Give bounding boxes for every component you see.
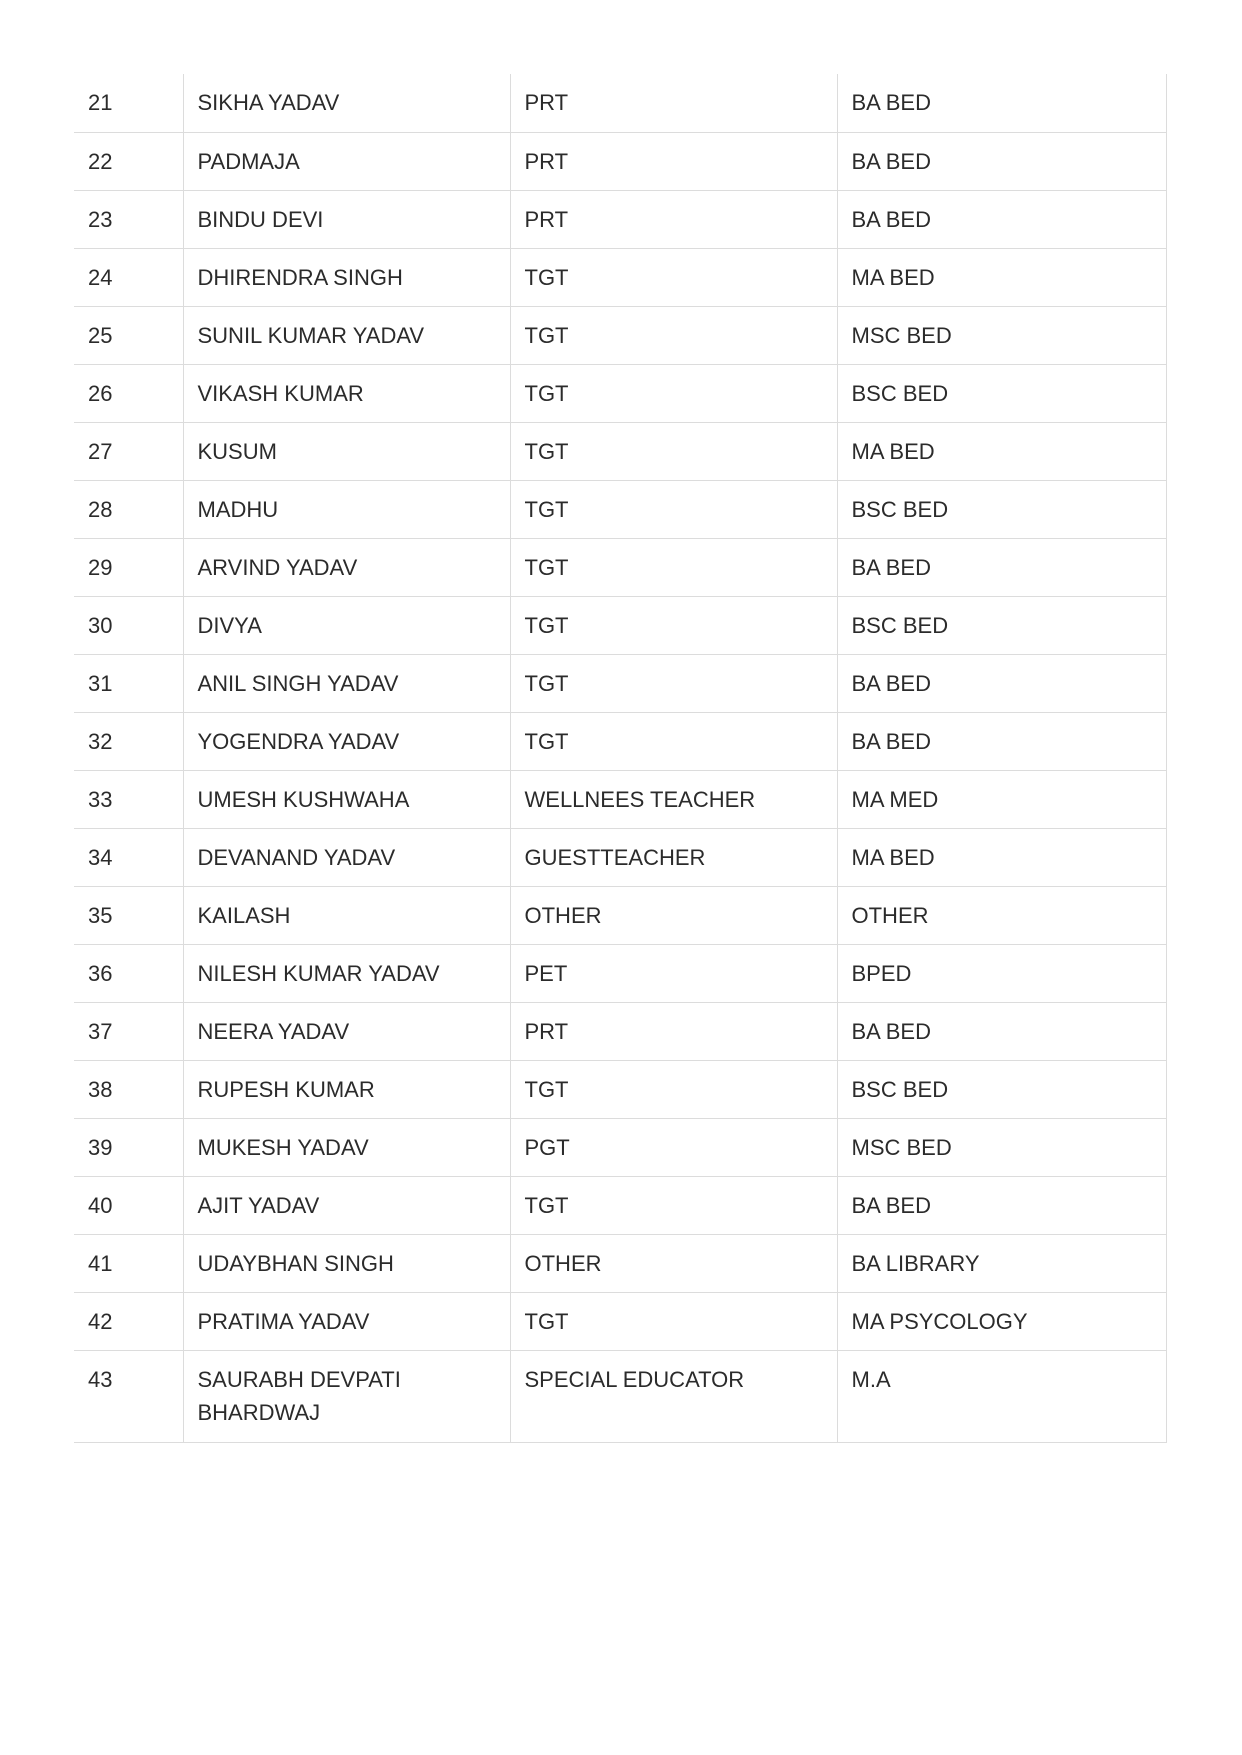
name-cell: KAILASH: [183, 886, 510, 944]
name-cell: DEVANAND YADAV: [183, 828, 510, 886]
name-cell: DHIRENDRA SINGH: [183, 248, 510, 306]
post-cell: OTHER: [510, 886, 837, 944]
post-cell: TGT: [510, 422, 837, 480]
qualification-cell: MSC BED: [837, 1118, 1166, 1176]
qualification-cell: BA BED: [837, 190, 1166, 248]
serial-number-cell: 27: [74, 422, 183, 480]
table-row: [74, 364, 1166, 422]
name-cell: KUSUM: [183, 422, 510, 480]
post-cell: TGT: [510, 306, 837, 364]
name-cell: PRATIMA YADAV: [183, 1292, 510, 1350]
qualification-cell: BA BED: [837, 1176, 1166, 1234]
table-row: [74, 654, 1166, 712]
name-cell: SIKHA YADAV: [183, 74, 510, 132]
post-cell: TGT: [510, 596, 837, 654]
name-cell: MUKESH YADAV: [183, 1118, 510, 1176]
table-row: [74, 712, 1166, 770]
qualification-cell: BA BED: [837, 538, 1166, 596]
name-cell: AJIT YADAV: [183, 1176, 510, 1234]
serial-number-cell: 22: [74, 132, 183, 190]
serial-number-cell: 43: [74, 1350, 183, 1442]
table-row: [74, 1292, 1166, 1350]
qualification-cell: BA BED: [837, 654, 1166, 712]
post-cell: TGT: [510, 364, 837, 422]
table-row: [74, 596, 1166, 654]
post-cell: TGT: [510, 1060, 837, 1118]
table-row: [74, 886, 1166, 944]
table-row: [74, 306, 1166, 364]
post-cell: TGT: [510, 480, 837, 538]
table-row: [74, 770, 1166, 828]
serial-number-cell: 39: [74, 1118, 183, 1176]
name-cell: BINDU DEVI: [183, 190, 510, 248]
serial-number-cell: 23: [74, 190, 183, 248]
qualification-cell: MA PSYCOLOGY: [837, 1292, 1166, 1350]
qualification-cell: BSC BED: [837, 596, 1166, 654]
post-cell: PET: [510, 944, 837, 1002]
table-row: [74, 190, 1166, 248]
name-cell: NEERA YADAV: [183, 1002, 510, 1060]
table-row: [74, 538, 1166, 596]
post-cell: SPECIAL EDUCATOR: [510, 1350, 837, 1442]
qualification-cell: BA BED: [837, 74, 1166, 132]
serial-number-cell: 36: [74, 944, 183, 1002]
table-row: [74, 480, 1166, 538]
qualification-cell: BSC BED: [837, 1060, 1166, 1118]
post-cell: PRT: [510, 1002, 837, 1060]
serial-number-cell: 32: [74, 712, 183, 770]
table-row: [74, 1002, 1166, 1060]
post-cell: PRT: [510, 74, 837, 132]
serial-number-cell: 34: [74, 828, 183, 886]
serial-number-cell: 24: [74, 248, 183, 306]
qualification-cell: BA BED: [837, 712, 1166, 770]
table-row: [74, 1350, 1166, 1442]
serial-number-cell: 25: [74, 306, 183, 364]
post-cell: TGT: [510, 538, 837, 596]
serial-number-cell: 21: [74, 74, 183, 132]
table-row: [74, 1060, 1166, 1118]
serial-number-cell: 30: [74, 596, 183, 654]
qualification-cell: BPED: [837, 944, 1166, 1002]
serial-number-cell: 40: [74, 1176, 183, 1234]
serial-number-cell: 26: [74, 364, 183, 422]
table-row: [74, 422, 1166, 480]
post-cell: PGT: [510, 1118, 837, 1176]
name-cell: DIVYA: [183, 596, 510, 654]
qualification-cell: MA BED: [837, 248, 1166, 306]
qualification-cell: M.A: [837, 1350, 1166, 1442]
serial-number-cell: 31: [74, 654, 183, 712]
post-cell: TGT: [510, 1176, 837, 1234]
serial-number-cell: 37: [74, 1002, 183, 1060]
qualification-cell: MA BED: [837, 422, 1166, 480]
qualification-cell: OTHER: [837, 886, 1166, 944]
serial-number-cell: 42: [74, 1292, 183, 1350]
name-cell: SAURABH DEVPATI BHARDWAJ: [183, 1350, 510, 1442]
qualification-cell: BA BED: [837, 1002, 1166, 1060]
qualification-cell: MSC BED: [837, 306, 1166, 364]
post-cell: GUESTTEACHER: [510, 828, 837, 886]
name-cell: MADHU: [183, 480, 510, 538]
post-cell: TGT: [510, 654, 837, 712]
serial-number-cell: 41: [74, 1234, 183, 1292]
qualification-cell: BA LIBRARY: [837, 1234, 1166, 1292]
qualification-cell: BSC BED: [837, 480, 1166, 538]
name-cell: UDAYBHAN SINGH: [183, 1234, 510, 1292]
serial-number-cell: 29: [74, 538, 183, 596]
name-cell: RUPESH KUMAR: [183, 1060, 510, 1118]
post-cell: TGT: [510, 712, 837, 770]
name-cell: YOGENDRA YADAV: [183, 712, 510, 770]
post-cell: PRT: [510, 132, 837, 190]
staff-table-body: [74, 74, 1166, 1442]
serial-number-cell: 38: [74, 1060, 183, 1118]
table-row: [74, 74, 1166, 132]
name-cell: SUNIL KUMAR YADAV: [183, 306, 510, 364]
name-cell: PADMAJA: [183, 132, 510, 190]
table-row: [74, 828, 1166, 886]
post-cell: PRT: [510, 190, 837, 248]
name-cell: VIKASH KUMAR: [183, 364, 510, 422]
post-cell: TGT: [510, 1292, 837, 1350]
table-row: [74, 1176, 1166, 1234]
name-cell: ANIL SINGH YADAV: [183, 654, 510, 712]
table-row: [74, 1118, 1166, 1176]
qualification-cell: MA MED: [837, 770, 1166, 828]
serial-number-cell: 28: [74, 480, 183, 538]
qualification-cell: BA BED: [837, 132, 1166, 190]
staff-table: [74, 74, 1167, 1443]
serial-number-cell: 35: [74, 886, 183, 944]
table-row: [74, 944, 1166, 1002]
table-row: [74, 132, 1166, 190]
name-cell: UMESH KUSHWAHA: [183, 770, 510, 828]
table-row: [74, 248, 1166, 306]
qualification-cell: MA BED: [837, 828, 1166, 886]
name-cell: ARVIND YADAV: [183, 538, 510, 596]
name-cell: NILESH KUMAR YADAV: [183, 944, 510, 1002]
qualification-cell: BSC BED: [837, 364, 1166, 422]
post-cell: OTHER: [510, 1234, 837, 1292]
post-cell: TGT: [510, 248, 837, 306]
post-cell: WELLNEES TEACHER: [510, 770, 837, 828]
serial-number-cell: 33: [74, 770, 183, 828]
table-row: [74, 1234, 1166, 1292]
